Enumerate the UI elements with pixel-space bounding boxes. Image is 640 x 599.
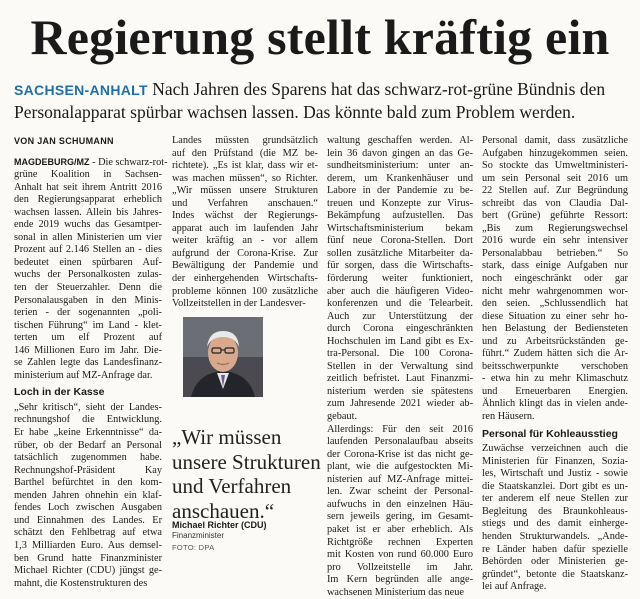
text-line: beitsschwerpunkte verschoben bbox=[482, 360, 628, 372]
text-line: ben Grund hatte Finanzminister bbox=[14, 552, 162, 564]
text-line: 146 Millionen Euro im Jahr. Die- bbox=[14, 344, 162, 356]
text-line: waltung geschaffen werden. Al- bbox=[327, 135, 473, 146]
text-line: stiegs und des damit einherge- bbox=[482, 518, 628, 530]
text-line: fünf neue Corona-Stellen. Dort bbox=[327, 235, 473, 247]
column-3 bbox=[327, 135, 473, 599]
text-line: ter anderem elf neue Stellen zur bbox=[482, 493, 628, 505]
text-line: 1,3 Milliarden Euro. Aus demsel- bbox=[14, 539, 162, 551]
text-line: Er habe „keine Erkenntnisse“ da- bbox=[14, 427, 162, 439]
text-line: Anhalt hat seit ihrem Antritt 2016 bbox=[14, 181, 162, 193]
text-line: gebaut. bbox=[327, 411, 358, 423]
text-line: nisterien auf MZ-Anfrage mittei- bbox=[327, 473, 473, 485]
text-line: Im Kern begründen alle ange- bbox=[327, 574, 473, 586]
text-line: sonal in allen Ministerien um vier bbox=[14, 231, 162, 243]
text-line: Personalausgaben in den Minis- bbox=[14, 294, 162, 306]
lead-text: Nach Jahren des Sparens hat das schwarz-rot-grüne Bündnis den Personalapparat spürbar wachsen lassen. Das könnte bald zum Problem werden. bbox=[14, 79, 606, 122]
text-line: Bekämpfung aufzustellen. Das bbox=[327, 210, 473, 222]
paragraph-allerdings bbox=[327, 424, 473, 599]
portrait-illustration bbox=[183, 317, 263, 397]
text-line: Labore in der Pandemie zu be- bbox=[327, 185, 473, 197]
text-line: noch eingeschränkt oder gar bbox=[482, 273, 628, 285]
text-line: tatsächlich zugenommen habe. bbox=[14, 452, 162, 464]
text-line: tra-Personal. Die 100 Corona- bbox=[327, 348, 473, 360]
text-line: fendes Loch zwischen Ausgaben bbox=[14, 502, 162, 514]
text-line: wuchs der Personalkosten zulas- bbox=[14, 269, 162, 281]
subhead-loch-in-der-kasse: Loch in der Kasse bbox=[14, 386, 105, 399]
column-4 bbox=[482, 135, 628, 594]
text-line: ende 2019 wuchs das Gesamtper- bbox=[14, 219, 162, 231]
column-2 bbox=[172, 135, 318, 311]
portrait-photo bbox=[183, 317, 263, 397]
text-line: Indes wächst der Regierungs- bbox=[172, 210, 318, 222]
text-line: bedeutet einen spürbaren Auf- bbox=[14, 256, 162, 268]
text-line: Rechnungshof-Präsident Kay bbox=[14, 464, 162, 476]
text-line: nisterium werden sie spätestens bbox=[327, 385, 473, 397]
text-line: rechnungshof die Entwicklung. bbox=[14, 414, 162, 426]
text-line: hen Belastung der Bediensteten bbox=[482, 323, 628, 335]
text-line: den Regierungsapparat erheblich bbox=[14, 194, 162, 206]
text-line: stark, dass einige Aufgaben nur bbox=[482, 260, 628, 272]
text-line: sollen zusätzliche Mitarbeiter da- bbox=[327, 247, 473, 259]
text-line: treuen und Konzepte zur Virus- bbox=[327, 197, 473, 209]
pull-quote-role: Finanzminister bbox=[172, 531, 225, 540]
text-line: MAGDEBURG/MZ - Die schwarz-rot- bbox=[14, 156, 168, 168]
text-line: derem, um Krankenhäuser und bbox=[327, 172, 473, 184]
text-line: - etwa hin zu mehr Klimaschutz bbox=[482, 373, 628, 385]
text-line: der einhergehenden Wirtschafts- bbox=[172, 273, 318, 285]
text-line: richtete). „Es ist klar, dass wir et- bbox=[172, 160, 318, 172]
pull-quote: „Wir müssen unsere Strukturen und Verfahren anschauen.“ bbox=[172, 425, 321, 523]
paragraph-finanzminister bbox=[172, 135, 318, 311]
text-line: Michael Richter (CDU) jüngst ge- bbox=[14, 565, 162, 577]
text-line: um sein Personal seit 2016 um bbox=[482, 172, 628, 184]
text-line: konferenzen und die Telearbeit. bbox=[327, 298, 473, 310]
text-line: mahnt, die Kostenstrukturen des bbox=[14, 577, 148, 589]
text-line: wachsenen Ministerium das neue bbox=[327, 586, 464, 598]
text-line: sundheitsministerium: unter an- bbox=[327, 160, 473, 172]
text-line: tischen Führung“ im Land - klet- bbox=[14, 319, 162, 331]
text-line: „Sehr kritisch“, sieht der Landes- bbox=[14, 401, 162, 413]
text-line: henden Strukturwandels. „Ande- bbox=[482, 530, 628, 542]
text-line: Behörden oder Ministerien ge- bbox=[482, 556, 628, 568]
text-line: Ähnlich klingt das in vielen ande- bbox=[482, 398, 628, 410]
text-line: Personal damit, dass zusätzliche bbox=[482, 135, 628, 146]
text-line: Barthel befürchtet in den kom- bbox=[14, 477, 162, 489]
pull-quote-author: Michael Richter (CDU) bbox=[172, 520, 267, 530]
text-line: schreibt das von Claudia Dal- bbox=[482, 197, 628, 209]
text-line: pro Vollzeitstelle im Jahr. bbox=[327, 561, 473, 573]
text-line: 22 Stellen auf. Zur Begründung bbox=[482, 185, 628, 197]
text-line: gründet“, betonte die Staatskanz- bbox=[482, 568, 628, 580]
text-line: auf den Prüfstand (die MZ be- bbox=[172, 147, 318, 159]
text-line: weiter kräftig an - vor allem bbox=[172, 235, 318, 247]
text-line: der Corona-Krise ist das nicht ge- bbox=[327, 448, 473, 460]
headline: Regierung stellt kräftig ein bbox=[30, 9, 610, 65]
paragraph-zuwaechse bbox=[482, 443, 628, 594]
text-line: Ministerien für Finanzen, Sozia- bbox=[482, 455, 628, 467]
text-line: Zuwächse verzeichnen auch die bbox=[482, 443, 628, 455]
text-line: förderung weiter funktioniert, bbox=[327, 273, 473, 285]
byline: VON JAN SCHUMANN bbox=[14, 136, 114, 146]
text-line: was machen müssen“, so Richter. bbox=[172, 172, 318, 184]
text-line: aufgrund der Corona-Krise. Zur bbox=[172, 247, 318, 259]
column-1 bbox=[14, 135, 168, 590]
text-line: Wirtschaftsministerium bekam bbox=[327, 222, 473, 234]
text-line: Bewältigung der Pandemie und bbox=[172, 260, 318, 272]
text-line: Prozent auf 2.146 Stellen an - dies bbox=[14, 244, 162, 256]
text-line: diese Situation zu einer sehr ho- bbox=[482, 310, 628, 322]
paragraph-intro bbox=[14, 156, 168, 383]
text-line: ten der Steuerzahler. Denn die bbox=[14, 282, 162, 294]
text-line: lei auf Anfrage. bbox=[482, 581, 547, 593]
text-line: sern jeweils gering, im Gesamt- bbox=[327, 511, 473, 523]
text-line: schätzt den Fehlbetrag auf etwa bbox=[14, 527, 162, 539]
text-line: terten um elf Prozent auf bbox=[14, 332, 162, 344]
text-line: die Staatskanzlei. Dort gibt es un- bbox=[482, 480, 628, 492]
text-line: den seien. „Schlussendlich hat bbox=[482, 298, 628, 310]
text-line: re Länder haben dafür spezielle bbox=[482, 543, 628, 555]
text-line: und Erneuerbaren Energien. bbox=[482, 385, 628, 397]
text-line: se Zahlen legte das Landesfinanz- bbox=[14, 357, 162, 369]
text-line: bert (Grüne) geführte Ressort: bbox=[482, 210, 628, 222]
text-line: apparat auch im laufenden Jahr bbox=[172, 222, 318, 234]
kicker: SACHSEN-ANHALT bbox=[14, 82, 148, 98]
text-line: Stellen in der Verwaltung sind bbox=[327, 360, 473, 372]
text-line: Begleitung des Braunkohleaus- bbox=[482, 505, 628, 517]
text-line: rüber, ob der Bedarf an Personal bbox=[14, 439, 162, 451]
text-line: len. Zwar scheint der Personal- bbox=[327, 486, 473, 498]
text-line: nicht mehr wahrgenommen wor- bbox=[482, 285, 628, 297]
text-line: und Einnahmen des Landes. Er bbox=[14, 514, 162, 526]
text-line: „Wir müssen unsere Strukturen bbox=[172, 185, 318, 197]
photo-credit: FOTO: DPA bbox=[172, 543, 215, 552]
dateline: MAGDEBURG/MZ bbox=[14, 156, 90, 167]
text-line: ministerium auf MZ-Anfrage dar. bbox=[14, 369, 153, 381]
text-line: les, Wirtschaft und Justiz - sowie bbox=[482, 468, 628, 480]
paragraph-rechnungshof bbox=[14, 402, 162, 590]
text-line: aufwuchs in den einzelnen Häu- bbox=[327, 498, 473, 510]
text-line: führt.“ Zudem hätten sich die Ar- bbox=[482, 348, 628, 360]
text-line: menden Jahren ohnehin ein klaf- bbox=[14, 489, 162, 501]
text-line: grüne Koalition in Sachsen- bbox=[14, 169, 162, 181]
text-line: probleme können 100 zusätzliche bbox=[172, 285, 318, 297]
text-line: So stockte das Umweltministeri- bbox=[482, 160, 628, 172]
paragraph-umweltministerium bbox=[482, 135, 628, 424]
text-line: Landes müssten grundsätzlich bbox=[172, 135, 318, 146]
text-line: Personalabbau betrieben.“ So bbox=[482, 247, 628, 259]
text-line: Aufgaben hinzugekommen seien. bbox=[482, 147, 628, 159]
text-line: wachsen lassen. Allein bis Jahres- bbox=[14, 206, 162, 218]
text-line: aber auch die häufigeren Video- bbox=[327, 285, 473, 297]
text-line: Allerdings: Für den seit 2016 bbox=[327, 423, 473, 435]
text-line: und Verfahren anschauen.“ bbox=[172, 197, 318, 209]
text-line: und zu Arbeitsrückständen ge- bbox=[482, 335, 628, 347]
text-line: Richtgröße rechnen Experten bbox=[327, 536, 473, 548]
text-line: terien - der sogenannten „poli- bbox=[14, 307, 162, 319]
text-line: zum Jahresende 2021 wieder ab- bbox=[327, 398, 473, 410]
text-line: paket ist er aber erheblich. Als bbox=[327, 523, 473, 535]
text-line: plant, wie die aufgestockten Mi- bbox=[327, 461, 473, 473]
text-line: laufenden Personalaufbau abseits bbox=[327, 436, 473, 448]
text-line: Auch zur Unterstützung der bbox=[327, 310, 473, 322]
text-line: zeitlich befristet. Laut Finanzmi- bbox=[327, 373, 473, 385]
text-line: Vollzeitstellen in der Landesver- bbox=[172, 298, 306, 310]
text-line: lein 36 davon gingen an das Ge- bbox=[327, 147, 473, 159]
subhead-personal-fuer-kohleausstieg: Personal für Kohleausstieg bbox=[482, 427, 618, 440]
lead-paragraph bbox=[14, 78, 626, 123]
text-line: Hochschulen im Land gibt es Ex- bbox=[327, 335, 473, 347]
text-line: „Bis zum Regierungswechsel bbox=[482, 222, 628, 234]
text-line: mit Kosten von rund 60.000 Euro bbox=[327, 549, 473, 561]
paragraph-corona-stellen bbox=[327, 135, 473, 424]
text-line: 2016 wurde ein sehr intensiver bbox=[482, 235, 628, 247]
text-line: für sorgen, dass die Wirtschafts- bbox=[327, 260, 473, 272]
text-line: ren Häusern. bbox=[482, 411, 535, 423]
text-line: durch Corona eingeschränkten bbox=[327, 323, 473, 335]
